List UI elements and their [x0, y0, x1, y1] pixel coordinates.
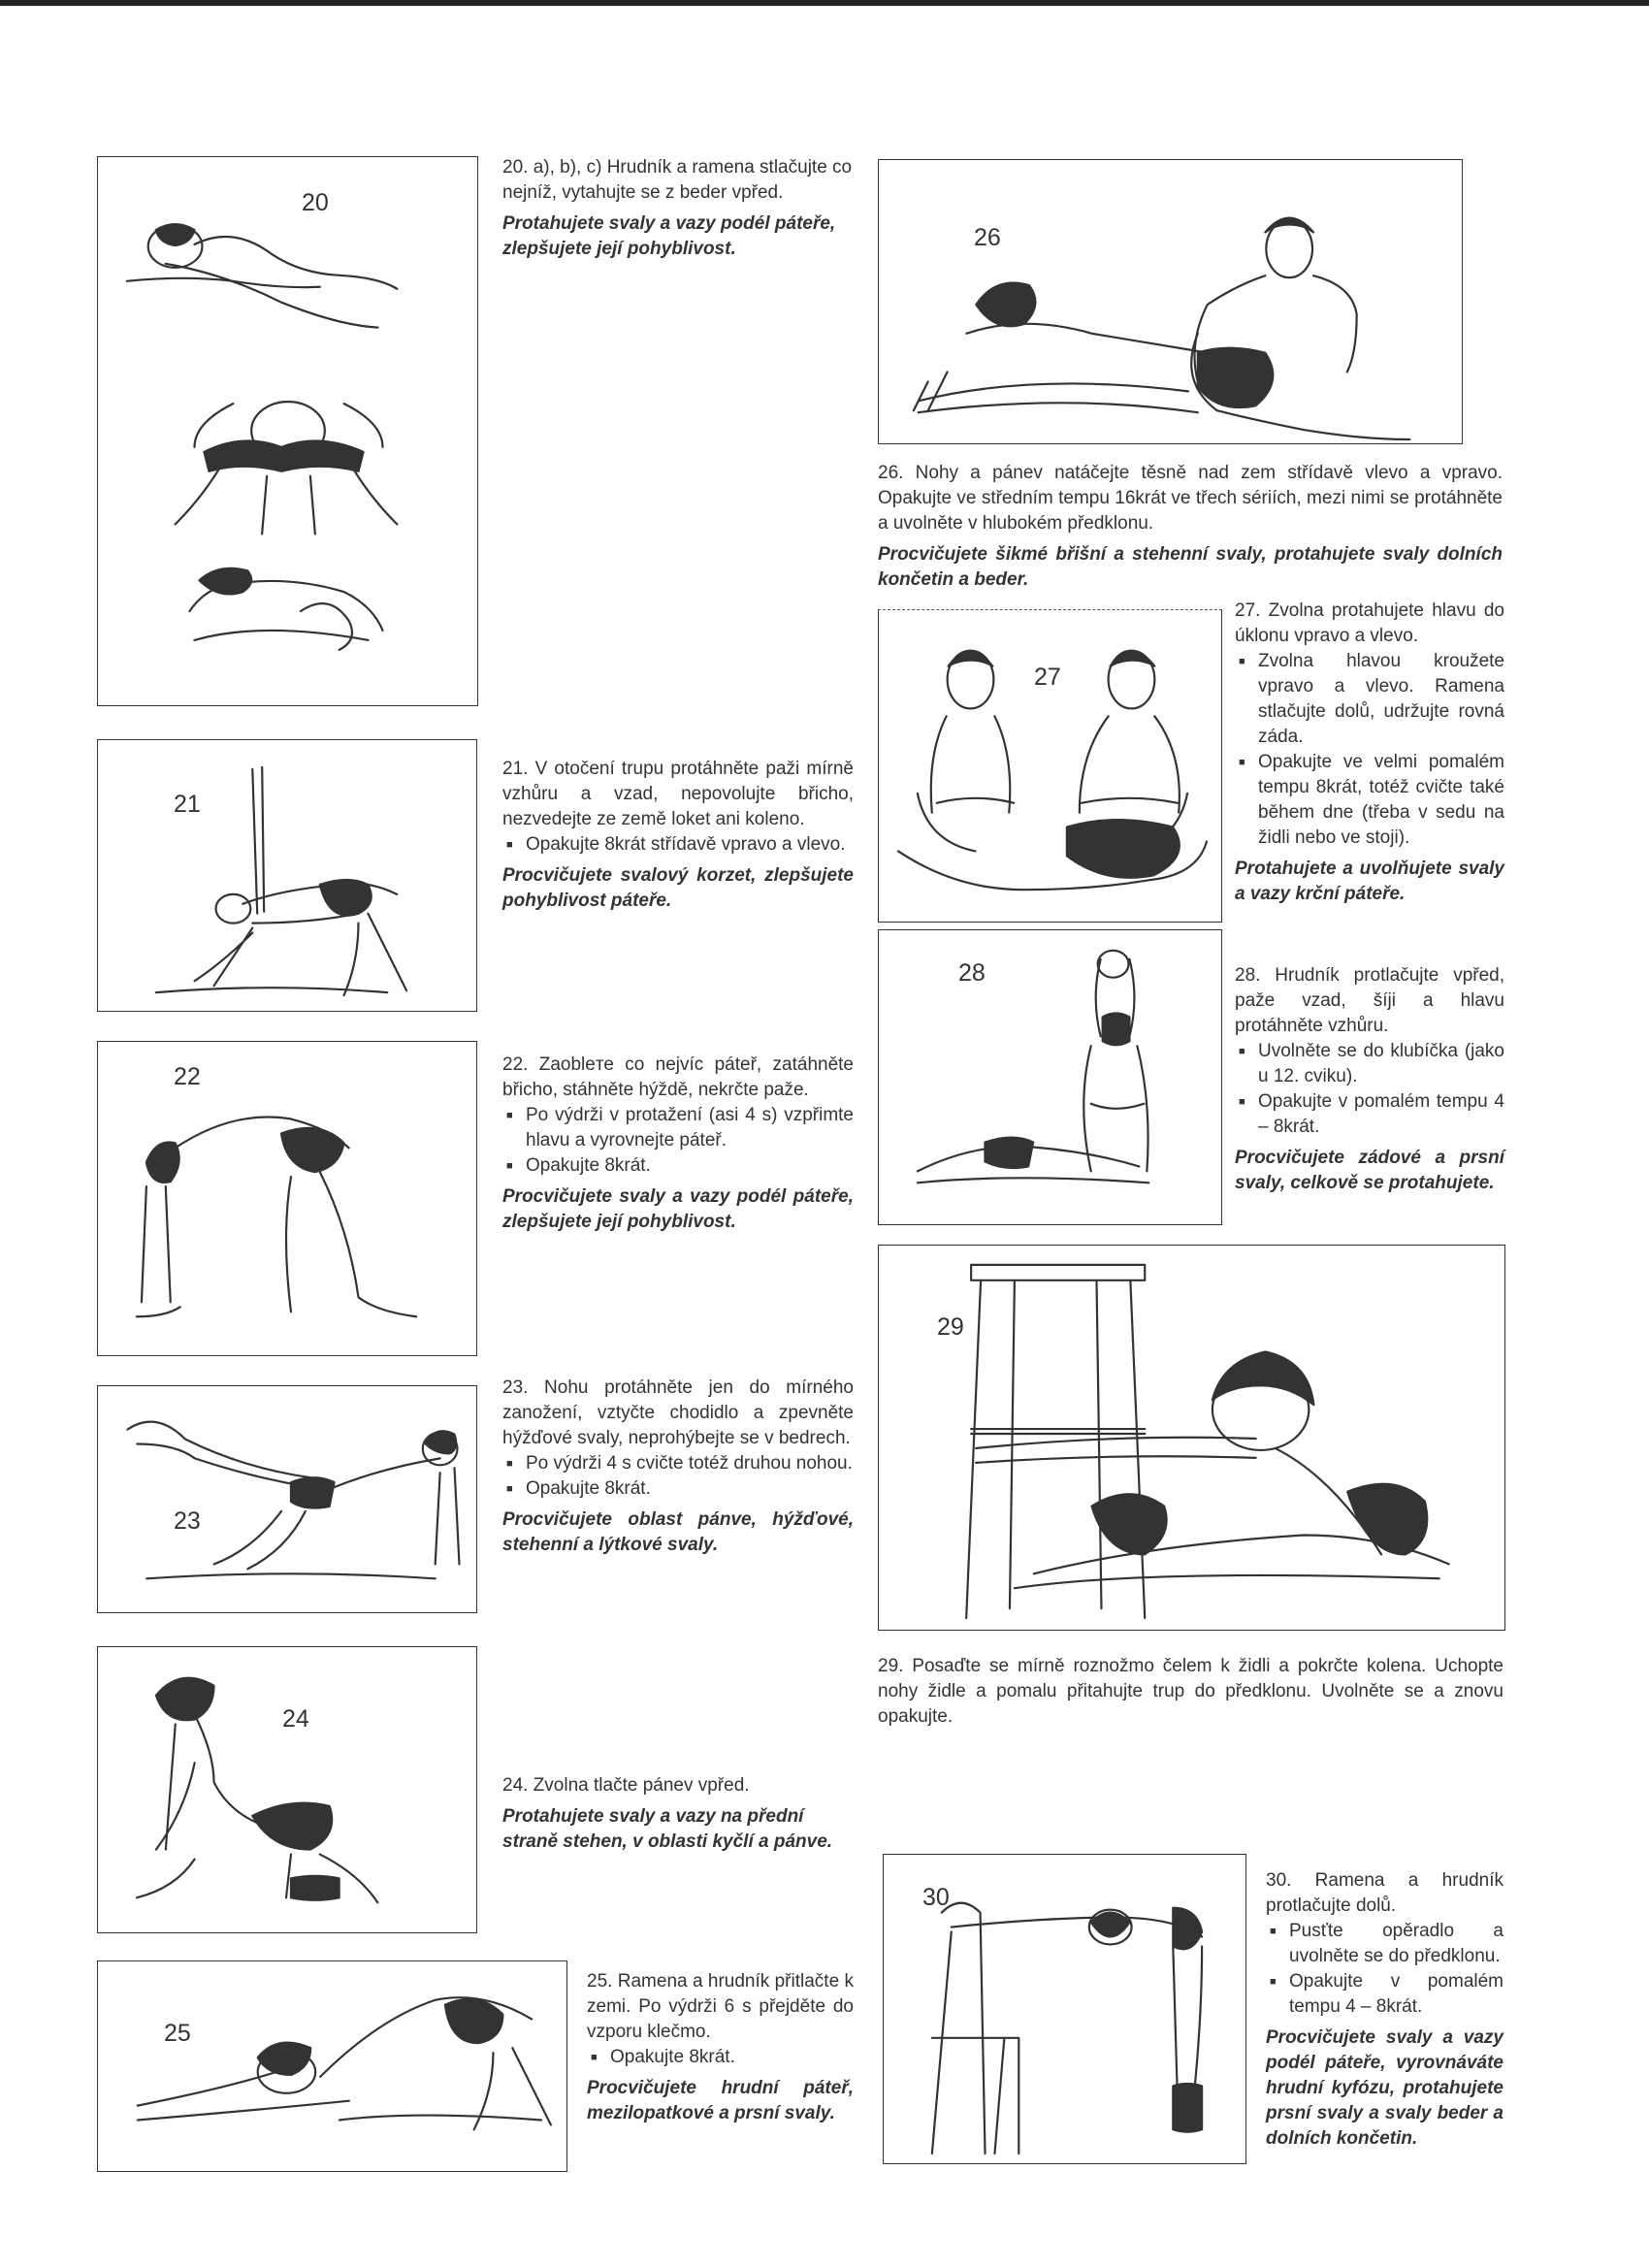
- figure-number-30: 30: [922, 1884, 950, 1911]
- exercise-22-benefit: Procvičujete svaly a vazy podél páteře, zlepšujete její pohyblivost.: [502, 1186, 854, 1232]
- exercise-28-benefit: Procvičujete zádové a prsní svaly, celkově se protahujete.: [1235, 1148, 1504, 1193]
- exercise-30-benefit: Procvičujete svaly a vazy podél páteře, vyrovnáváte hrudní kyfózu, protahujete prsní svaly a svaly beder a dolních končetin.: [1266, 2027, 1504, 2149]
- exercise-20-text: [502, 155, 854, 262]
- exercise-30-bullet-2: ■ Opakujte v pomalém tempu 4 – 8krát.: [1266, 1969, 1504, 2020]
- illustration-frame-28: [878, 929, 1222, 1225]
- illustration-frame-30: [883, 1854, 1246, 2164]
- figure-number-26: 26: [974, 224, 1001, 251]
- figure-number-24: 24: [282, 1705, 309, 1733]
- exercise-27-bullet-2: ■ Opakujte ve velmi pomalém tempu 8krát, totéž cvičte také během dne (třeba v sedu na židli nebo ve stoji).: [1235, 750, 1504, 851]
- exercise-23-bullets: [502, 1451, 854, 1502]
- exercise-28-description: 28. Hrudník protlačujte vpřed, paže vzad, šíji a hlavu protáhněte vzhůru.: [1235, 965, 1504, 1036]
- exercise-25-benefit: Procvičujete hrudní páteř, mezilopatkové a prsní svaly.: [587, 2078, 854, 2123]
- illustration-frame-29: [878, 1245, 1505, 1631]
- exercise-27-description: 27. Zvolna protahujete hlavu do úklonu vpravo a vlevo.: [1235, 600, 1504, 646]
- illustration-frame-26: [878, 159, 1463, 444]
- exercise-25-text: [587, 1969, 854, 2126]
- exercise-21-benefit: Procvičujete svalový korzet, zlepšujete pohyblivost páteře.: [502, 865, 854, 911]
- figure-number-28: 28: [958, 959, 986, 987]
- figure-21-illustration: [98, 740, 476, 1011]
- exercise-26-text: [878, 461, 1503, 593]
- exercise-28-bullet-1: ■ Uvolněte se do klubíčka (jako u 12. cviku).: [1235, 1039, 1504, 1089]
- exercise-26-benefit: Procvičujete šikmé břišní a stehenní svaly, protahujete svaly dolních končetin a beder.: [878, 544, 1503, 590]
- exercise-22-bullet-2: ■ Opakujte 8krát.: [502, 1153, 854, 1179]
- exercise-24-description: 24. Zvolna tlačte pánev vpřed.: [502, 1775, 750, 1796]
- exercise-22-description: 22. Zaobleте co nejvíc páteř, zatáhněte břicho, stáhněte hýždě, nekrčte paže.: [502, 1054, 854, 1100]
- exercise-30-bullet-1: ■ Pusťte opěradlo a uvolněte se do předklonu.: [1266, 1919, 1504, 1969]
- exercise-22-text: [502, 1053, 854, 1235]
- exercise-21-bullets: [502, 832, 854, 858]
- figure-number-23: 23: [174, 1507, 201, 1535]
- exercise-21-text: [502, 757, 854, 914]
- figure-number-21: 21: [174, 791, 201, 818]
- exercise-30-description: 30. Ramena a hrudník protlačujte dolů.: [1266, 1870, 1504, 1916]
- exercise-29-description: 29. Posaďte se mírně roznožmo čelem k židli a pokrčte kolena. Uchopte nohy židle a pomalu přitahujte trup do předklonu. Uvolněte se a znovu opakujte.: [878, 1656, 1504, 1727]
- exercise-27-benefit: Protahujete a uvolňujete svaly a vazy krční páteře.: [1235, 859, 1504, 904]
- illustration-frame-22: [97, 1041, 477, 1356]
- figure-25-illustration: [98, 1961, 566, 2171]
- illustration-frame-21: [97, 739, 477, 1012]
- illustration-frame-20: [97, 156, 478, 706]
- exercise-23-bullet-1: ■ Po výdrži 4 s cvičte totéž druhou nohou.: [502, 1451, 854, 1476]
- exercise-22-bullets: [502, 1103, 854, 1179]
- figure-26-illustration: [879, 160, 1462, 443]
- figure-number-22: 22: [174, 1063, 201, 1090]
- exercise-30-text: [1266, 1868, 1504, 2152]
- exercise-21-bullet-1: ■ Opakujte 8krát střídavě vpravo a vlevo.: [502, 832, 854, 858]
- exercise-30-bullets: [1266, 1919, 1504, 2020]
- figure-29-illustration: [879, 1246, 1504, 1630]
- exercise-28-text: [1235, 963, 1504, 1196]
- illustration-frame-27: [878, 609, 1222, 923]
- figure-number-27: 27: [1034, 664, 1061, 691]
- figure-20-illustration: [98, 157, 477, 705]
- exercise-21-description: 21. V otočení trupu protáhněte paži mírně vzhůru a vzad, nepovolujte břicho, nezvedejte ze země loket ani koleno.: [502, 759, 854, 829]
- exercise-23-text: [502, 1376, 854, 1558]
- exercise-23-benefit: Procvičujete oblast pánve, hýžďové, stehenní a lýtkové svaly.: [502, 1509, 854, 1555]
- illustration-frame-25: [97, 1960, 567, 2172]
- figure-22-illustration: [98, 1042, 476, 1355]
- figure-number-29: 29: [937, 1313, 964, 1341]
- illustration-frame-23: [97, 1385, 477, 1613]
- exercise-29-text: [878, 1654, 1504, 1730]
- figure-23-illustration: [98, 1386, 476, 1612]
- exercise-26-description: 26. Nohy a pánev natáčejte těsně nad zem střídavě vlevo a vpravo. Opakujte ve středním tempu 16krát ve třech sériích, mezi nimi se protáhněte a uvolněte v hlubokém předklonu.: [878, 463, 1503, 534]
- figure-27-illustration: [879, 610, 1221, 922]
- exercise-20-benefit: Protahujete svaly a vazy podél páteře, zlepšujete její pohyblivost.: [502, 213, 836, 259]
- figure-number-20: 20: [302, 189, 329, 216]
- exercise-28-bullet-2: ■ Opakujte v pomalém tempu 4 – 8krát.: [1235, 1089, 1504, 1140]
- exercise-25-bullets: [587, 2045, 854, 2070]
- exercise-23-bullet-2: ■ Opakujte 8krát.: [502, 1476, 854, 1502]
- exercise-25-description: 25. Ramena a hrudník přitlačte k zemi. Po výdrži 6 s přejděte do vzporu klečmo.: [587, 1971, 854, 2042]
- exercise-23-description: 23. Nohu protáhněte jen do mírného zanožení, vztyčte chodidlo a zpevněte hýžďové svaly, neprohýbejte se v bedrech.: [502, 1377, 854, 1448]
- exercise-28-bullets: [1235, 1039, 1504, 1140]
- exercise-25-bullet-1: ■ Opakujte 8krát.: [587, 2045, 854, 2070]
- illustration-frame-24: [97, 1646, 477, 1933]
- page-top-rule: [0, 0, 1649, 6]
- exercise-22-bullet-1: ■ Po výdrži v protažení (asi 4 s) vzpřimte hlavu a vyrovnejte páteř.: [502, 1103, 854, 1153]
- exercise-24-text: [502, 1773, 854, 1855]
- exercise-27-bullet-1: ■ Zvolna hlavou kroužete vpravo a vlevo. Ramena stlačujte dolů, udržujte rovná záda.: [1235, 649, 1504, 750]
- figure-28-illustration: [879, 930, 1221, 1224]
- exercise-27-bullets: [1235, 649, 1504, 851]
- exercise-20-description: 20. a), b), c) Hrudník a ramena stlačujte co nejníž, vytahujte se z beder vpřed.: [502, 157, 853, 203]
- figure-number-25: 25: [164, 2020, 191, 2047]
- figure-24-illustration: [98, 1647, 476, 1932]
- exercise-24-benefit: Protahujete svaly a vazy na přední straně stehen, v oblasti kyčlí a pánve.: [502, 1806, 833, 1852]
- exercise-27-text: [1235, 599, 1504, 907]
